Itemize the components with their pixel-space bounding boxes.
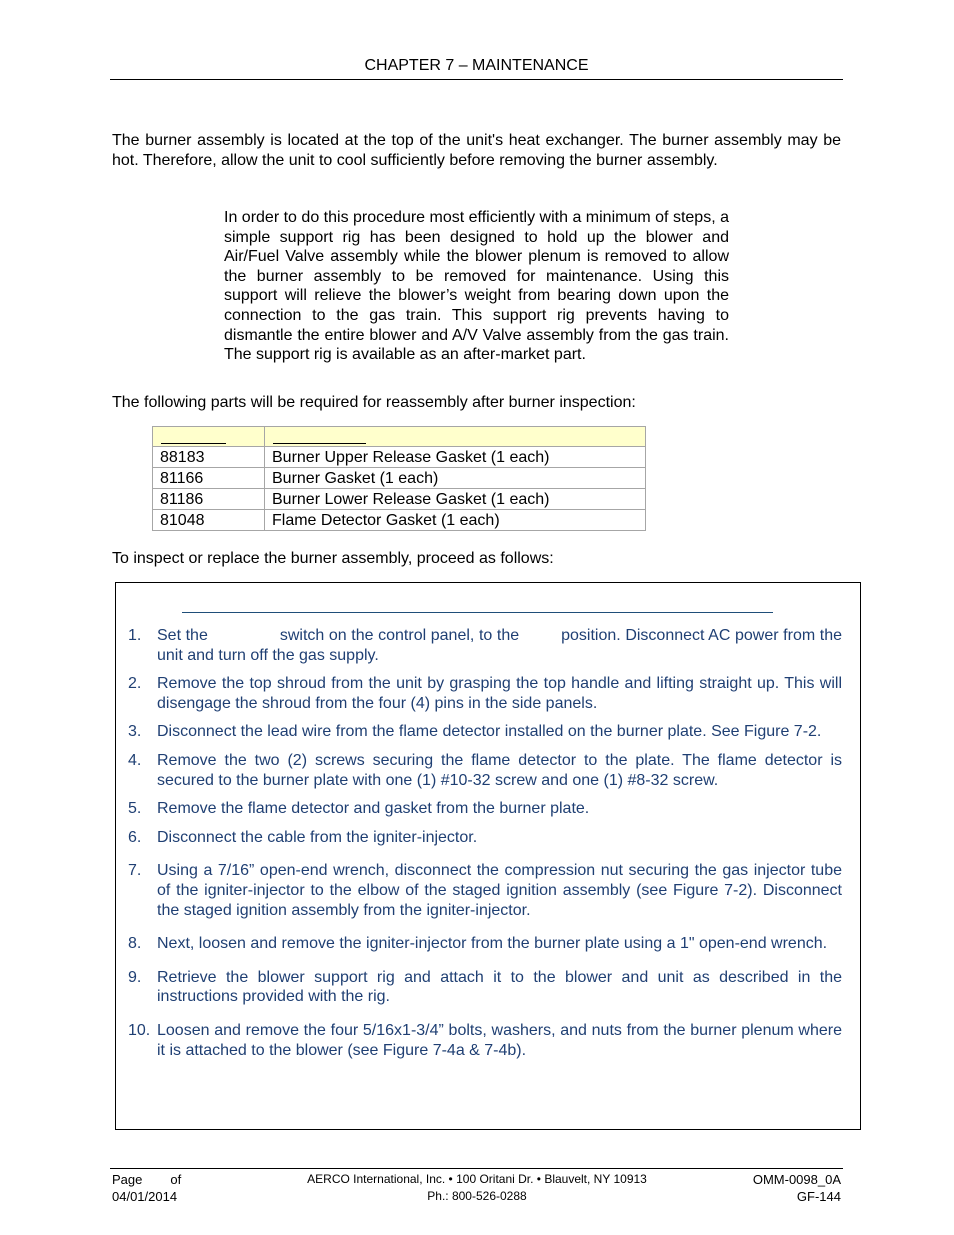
part-description-cell: Burner Gasket (1 each): [265, 468, 646, 489]
step-number: 2.: [128, 675, 142, 693]
intro-paragraph: The burner assembly is located at the top of the unit's heat exchanger. The burner assembly may be hot. Therefore, allow the unit to cool sufficiently before removing the burner assembly.: [112, 132, 841, 169]
table-row: [153, 447, 646, 468]
step-text: Remove the two (2) screws securing the flame detector to the plate. The flame detector is secured to the burner plate with one (1) #10-32 screw and one (1) #8-32 screw.: [157, 751, 842, 789]
procedure-step: [128, 751, 842, 790]
procedure-step: [128, 799, 842, 819]
procedure-step: [128, 674, 842, 713]
step-text: position. Disconnect AC power from the unit and turn off the gas supply.: [157, 627, 842, 664]
table-row: [153, 510, 646, 531]
header-divider: [110, 79, 843, 80]
part-number-cell: 81048: [153, 510, 265, 531]
procedure-steps: [128, 626, 842, 1060]
step-text: Loosen and remove the four 5/16x1-3/4” bolts, washers, and nuts from the burner plenum where it is attached to the blower (see Figure 7-4a & 7-4b).: [157, 1021, 842, 1059]
step-number: 3.: [128, 723, 142, 741]
description-header: [265, 427, 646, 447]
step-text: Set the: [157, 627, 208, 644]
step-number: 7.: [128, 862, 142, 880]
step-text: Retrieve the blower support rig and attach it to the blower and unit as described in the instructions provided with the rig.: [157, 968, 842, 1006]
step-number: 10.: [128, 1021, 151, 1039]
part-number-cell: 88183: [153, 447, 265, 468]
procedure-intro: To inspect or replace the burner assembly, proceed as follows:: [112, 550, 554, 567]
page-number: Page of: [112, 1172, 182, 1187]
procedure-step: [128, 861, 842, 920]
table-row: [153, 468, 646, 489]
step-number: 1.: [128, 627, 142, 644]
procedure-box: [115, 582, 861, 1130]
footer-doc-number: OMM-0098_0A: [752, 1172, 841, 1187]
procedure-step: [128, 1021, 842, 1060]
procedure-step: [128, 722, 842, 742]
procedure-step: [128, 968, 842, 1007]
step-text: Using a 7/16” open-end wrench, disconnect the compression nut securing the gas injector tube of the igniter-injector to the elbow of the staged ignition assembly (see Figure 7-2). Disconnect the staged ignition assembly from the igniter-injector.: [157, 862, 842, 919]
footer-right: [690, 1171, 841, 1205]
chapter-header: CHAPTER 7 – MAINTENANCE: [364, 57, 589, 74]
procedure-title-rule: [182, 612, 773, 613]
support-rig-paragraph: In order to do this procedure most efficiently with a minimum of steps, a simple support rig has been designed to hold up the blower and Air/Fuel Valve assembly while the blower plenum is removed to allow the burner assembly to be removed for maintenance. Using this support will relieve the blower’s weight from bearing down upon the connection to the gas train. This support rig prevents having to dismantle the entire blower and A/V Valve assembly from the gas train. The support rig is available as an after-market part.: [224, 209, 729, 364]
footer-model: GF-144: [796, 1189, 841, 1204]
footer-divider: [110, 1168, 843, 1169]
procedure-step: [128, 828, 842, 848]
procedure-step: [128, 626, 842, 665]
step-text: Remove the top shroud from the unit by grasping the top handle and lifting straight up. This will disengage the shroud from the four (4) pins in the side panels.: [157, 675, 842, 712]
step-number: 4.: [128, 751, 142, 769]
step-number: 6.: [128, 828, 142, 846]
step-text: Disconnect the lead wire from the flame detector installed on the burner plate. See Figure 7-2.: [157, 723, 822, 741]
table-row: [153, 489, 646, 510]
step-number: 8.: [128, 935, 142, 953]
footer-company: AERCO International, Inc. • 100 Oritani Dr. • Blauvelt, NY 10913: [307, 1172, 647, 1186]
part-description-cell: Burner Lower Release Gasket (1 each): [265, 489, 646, 510]
footer-left: [112, 1171, 181, 1205]
step-number: 5.: [128, 800, 142, 818]
footer-phone: Ph.: 800-526-0288: [427, 1189, 527, 1203]
step-text: Remove the flame detector and gasket from the burner plate.: [157, 800, 590, 818]
footer-center: [260, 1171, 694, 1205]
part-number-cell: 81186: [153, 489, 265, 510]
parts-table-header-row: [153, 427, 646, 447]
step-number: 9.: [128, 968, 142, 986]
procedure-step: [128, 934, 842, 954]
step-text: Disconnect the cable from the igniter-injector.: [157, 828, 478, 846]
step-text: switch on the control panel, to the: [279, 627, 520, 644]
part-number-header: [153, 427, 265, 447]
parts-table: [152, 426, 646, 531]
parts-intro: The following parts will be required for reassembly after burner inspection:: [112, 394, 636, 411]
part-description-cell: Flame Detector Gasket (1 each): [265, 510, 646, 531]
part-number-cell: 81166: [153, 468, 265, 489]
step-text: Next, loosen and remove the igniter-injector from the burner plate using a 1" open-end wrench.: [157, 935, 828, 953]
footer-date: 04/01/2014: [112, 1189, 178, 1204]
part-description-cell: Burner Upper Release Gasket (1 each): [265, 447, 646, 468]
